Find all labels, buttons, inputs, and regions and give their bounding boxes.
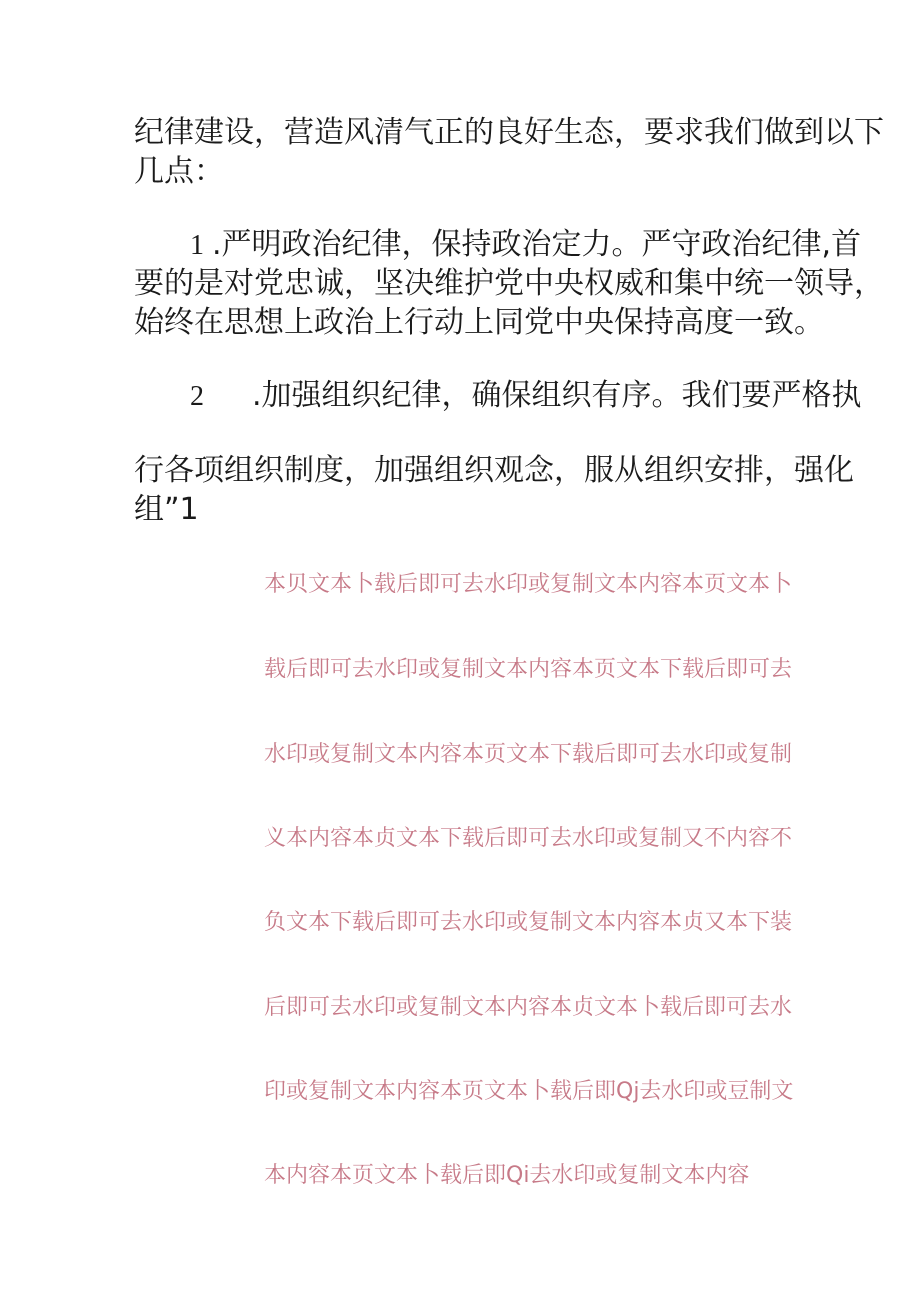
watermark-line-3: 水印或复制文本内容本页文本下载后即可去水印或复制	[264, 742, 793, 767]
item2-line-3: 组”1	[134, 492, 199, 527]
item1-heading-text: .严明政治纪律，保持政治定力。严守政治纪律,首	[212, 227, 862, 262]
watermark-line-5: 负文本下载后即可去水印或复制文本内容本贞又本下装	[264, 910, 793, 935]
watermark-line-2: 载后即可去水印或复制文本内容本页文本下载后即可去	[264, 657, 793, 682]
watermark-line-7: 印或复制文本内容本页文本卜载后即Qj去水印或豆制文	[264, 1079, 794, 1104]
watermark-line-6: 后即可去水印或复制文本内容本贞文本卜载后即可去水	[264, 995, 793, 1020]
item2-heading-text: .加强组织纪律，确保组织有序。我们要严格执	[252, 378, 862, 413]
watermark-line-4: 义本内容本贞文本下载后即可去水印或复制又不内容不	[264, 826, 793, 851]
intro-line-2: 几点：	[134, 154, 224, 189]
watermark-line-8: 本内容本页文本卜载后即Qi去水印或复制文本内容	[264, 1163, 750, 1188]
intro-line-1: 纪律建设，营造风清气正的良好生态，要求我们做到以下	[134, 115, 884, 150]
item2-line-1	[190, 376, 862, 417]
item1-number: 1	[190, 230, 204, 261]
item1-line-1	[190, 225, 861, 266]
item1-line-2: 要的是对党忠诚，坚决维护党中央权威和集中统一领导，	[134, 266, 884, 301]
watermark-line-1: 本贝文本卜载后即可去水印或复制文本内容本页文本卜	[264, 572, 793, 597]
item2-number: 2	[190, 381, 204, 412]
item2-line-2: 行各项组织制度，加强组织观念，服从组织安排，强化	[134, 453, 854, 488]
item1-line-3: 始终在思想上政治上行动上同党中央保持高度一致。	[134, 305, 824, 340]
